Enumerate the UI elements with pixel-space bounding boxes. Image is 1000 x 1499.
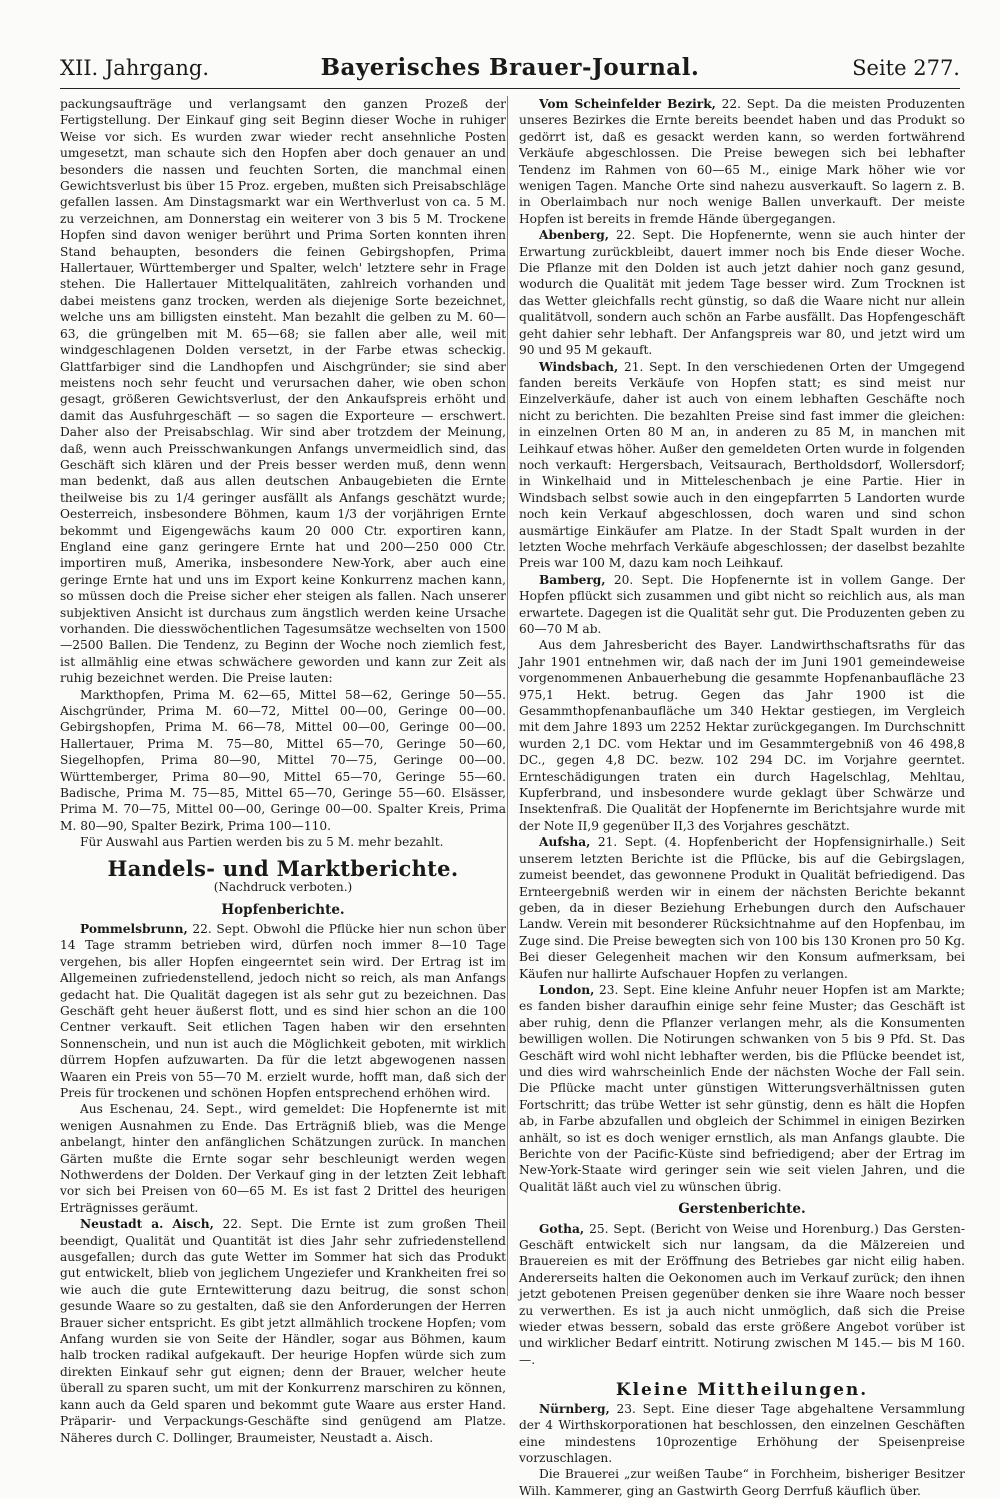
report-abenberg [519, 227, 965, 358]
report-place: London, [539, 982, 595, 997]
journal-title: Bayerisches Brauer-Journal. [320, 54, 700, 81]
report-aufsha [519, 834, 965, 982]
report-place: Bamberg, [539, 572, 606, 587]
subsection-title-hop-reports: Hopfenberichte. [221, 901, 345, 918]
report-bamberg [519, 572, 965, 638]
section-title-short-news: Kleine Mittheilungen. [615, 1380, 869, 1401]
report-annual: Aus dem Jahresbericht des Bayer. Landwirthschaftsraths für das Jahr 1901 entnehmen wir, daß nach der im Juni 1901 gemeindeweise vorgenommenen Anbauerhebung die gesammte Hopfenanbaufläche 23 975,1 Hekt. betrug. Gegen das Jahr 1900 ist die Gesammthopfenanbaufläche um 340 Hektar gestiegen, im Vergleich mit dem Jahre 1893 um 2252 Hektar zurückgegangen. Im Durchschnitt wurden 2,1 DC. vom Hektar und im Gesammtergebniß von 46 498,8 DC., gegen 4,8 DC. bezw. 102 294 DC. im Vorjahre geerntet. Ernteschädigungen traten ein durch Hagelschlag, Mehltau, Kupferbrand, und insbesondere wurde geklagt über Schwärze und Insektenfraß. Die Qualität der Hopfenernte im Berichtsjahre wurde mit der Note II,9 gegenüber II,3 des Vorjahres geschätzt. [519, 638, 965, 833]
section-title-trade-reports: Handels- und Marktberichte. [107, 855, 459, 881]
report-place: Abenberg, [539, 228, 610, 243]
left-column [60, 96, 506, 1445]
price-list: Markthopfen, Prima M. 62—65, Mittel 58—62, Geringe 50—55. Aischgründer, Prima M. 60—72, Mittel 00—00, Geringe 00—00. Gebirgshopfen, Prima M. 66—78, Mittel 00—00, Geringe 00—00. Hallertauer, Prima M. 75—80, Mittel 65—70, Geringe 50—60, Siegelhopfen, Prima 80—90, Mittel 70—75, Geringe 00—00. Württemberger, Prima 80—90, Mittel 65—70, Geringe 55—60. Badische, Prima M. 75—85, Mittel 65—70, Geringe 55—60. Elsässer, Prima M. 70—75, Mittel 00—00, Geringe 00—00. Spalter Kreis, Prima M. 80—90, Spalter Bezirk, Prima 100—110. [60, 687, 506, 833]
report-place: Gotha, [539, 1221, 585, 1236]
report-place: Aufsha, [539, 835, 591, 850]
column-divider [507, 96, 508, 1296]
report-text: 23. Sept. Eine dieser Tage abgehaltene Versammlung der 4 Wirthskorporationen hat beschlossen, den einzelnen Geschäften eine mindestens 10prozentige Erhöhung der Speisenpreise vorzuschlagen. [519, 1401, 965, 1465]
report-neustadt [60, 1216, 506, 1446]
page-header [60, 52, 960, 89]
report-windsbach [519, 359, 965, 572]
report-place: Neustadt a. Aisch, [80, 1217, 214, 1232]
report-text: 22. Sept. Die Ernte ist zum großen Theil beendigt, Qualität und Quantität ist dies Jahr sehr zufriedenstellend ausgefallen; durch das gute Wetter im Sommer hat sich das Produkt gut entwickelt, blieb von jeglichem Ungeziefer und Krankheiten frei so wie auch die gute Erntewitterung dazu beitrug, die sonst schon gesunde Waare so zu gestalten, daß sie den Anforderungen der Herren Brauer sicher entspricht. Es gibt jetzt allmählich trockene Hopfen; vom Anfang wurden sie von Seite der Händler, sogar aus Böhmen, kaum halb trocken radikal aufgekauft. Der heurige Hopfen würde sich zum direkten Einkauf sehr gut eignen; denn der Brauer, welcher heute überall zu sparen sucht, um mit der Konkurrenz marschiren zu können, kann auch da Geld sparen und bekommt gute Waare aus erster Hand. Präparir- und Verpackungs-Geschäfte sind genügend am Platze. Näheres durch C. Dollinger, Braumeister, Neustadt a. Aisch. [60, 1217, 506, 1445]
report-text: 22. Sept. Da die meisten Produzenten unseres Bezirkes die Ernte bereits beendet haben und das Produkt so gedörrt ist, daß es gesackt werden kann, so werden fortwährend Verkäufe abgeschlossen. Die Preise bewegen sich bei lebhafter Tendenz im Rahmen von 60—65 M., einige Mark höher wie vor wenigen Tagen. Manche Orte sind nahezu ausverkauft. So lagern z. B. in Oberlaimbach nur noch wenige Ballen unverkauft. Der meiste Hopfen ist bereits in fremde Hände übergegangen. [519, 97, 965, 226]
report-pommelsbrunn [60, 921, 506, 1101]
reprint-notice: (Nachdruck verboten.) [213, 880, 353, 895]
report-text: 21. Sept. (4. Hopfenbericht der Hopfensignirhalle.) Seit unserem letzten Berichte ist die Pflücke, bis auf die Gebirgslagen, zumeist beendet, das gewonnene Produkt in Qualität befriedigend. Das Ernteergebniß werden wir in einem der nächsten Berichte bekannt geben, da in dieser Beziehung Erhebungen durch den Aufschauer Landw. Verein mit besonderer Rücksichtnahme auf den Hopfenbau, im Zuge sind. Die Preise bewegten sich von 100 bis 130 Kronen pro 50 Kg. Bei dieser Gelegenheit machen wir den Konsum aufmerksam, bei Käufen nur hallirte Aufschauer Hopfen zu verlangen. [519, 835, 965, 981]
report-place: Pommelsbrunn, [80, 921, 188, 936]
report-eschenau: Aus Eschenau, 24. Sept., wird gemeldet: Die Hopfenernte ist mit wenigen Ausnahmen zu Ende. Das Erträgniß blieb, was die Menge anbelangt, hinter den anfänglichen Schätzungen zurück. In manchen Gärten mußte die Ernte sogar sehr beschleunigt werden wegen Nothwerdens der Dolden. Der Verkauf ging in der letzten Zeit lebhaft vor sich bei Preisen von 60—65 M. Es ist fast 2 Drittel des heurigen Erträgnisses geräumt. [60, 1102, 506, 1215]
report-text: 23. Sept. Eine kleine Anfuhr neuer Hopfen ist am Markte; es fanden bisher daraufhin einige sehr feine Muster; das Geschäft ist aber ruhig, denn die Pflanzer verlangen mehr, als die Konsumenten bewilligen wollen. Die Notirungen schwanken von 5 bis 9 Pfd. St. Das Geschäft wird wohl nicht lebhafter werden, bis die Pflücke beendet ist, und dies wird wahrscheinlich Ende der nächsten Woche der Fall sein. Die Pflücke macht unter günstigen Witterungsverhältnissen guten Fortschritt; das trübe Wetter ist sehr günstig, denn es hält die Hopfen ab, in Farbe abzufallen und obgleich der Schimmel in einigen Bezirken anhält, so ist es doch weniger ernstlich, als man Anfangs glaubte. Die Berichte von der Pacific-Küste sind befriedigend; aber der Ertrag im New-York-Staate wird geringer sein wie seit vielen Jahren, und die Qualität läßt auch viel zu wünschen übrig. [519, 982, 965, 1194]
report-place: Nürnberg, [539, 1401, 610, 1416]
report-text: 22. Sept. Obwohl die Pflücke hier nun schon über 14 Tage stramm betrieben wird, dürfen noch immer 8—10 Tage vergehen, bis aller Hopfen eingeerntet sein wird. Der Ertrag ist im Allgemeinen zufriedenstellend, jedoch nicht so reich, als man Anfangs gedacht hat. Die Qualität dagegen ist als sehr gut zu bezeichnen. Das Geschäft geht heuer äußerst flott, und es sind hier schon an die 100 Centner verkauft. Seit etlichen Tagen haben wir den ersehnten Sonnenschein, und nun ist auch die Möglichkeit geboten, mit wirklich dürrem Hopfen aufzuwarten. Da für die letzt abgewogenen nassen Waaren ein Preis von 55—70 M. erzielt wurde, hofft man, daß sich der Preis für trockenen und schönen Hopfen entsprechend erhöhen wird. [60, 921, 506, 1100]
report-london [519, 982, 965, 1195]
subsection-title-barley-reports: Gerstenberichte. [678, 1201, 806, 1218]
article-continuation: packungsaufträge und verlangsamt den ganzen Prozeß der Fertigstellung. Der Einkauf ging seit Beginn dieser Woche in ruhiger Weise vor sich. Es wurden zwar wieder recht ansehnliche Posten umgesetzt, man schaute sich den Hopfen aber doch genauer an und besonders die nassen und feuchten Sorten, die manchmal einen Gewichtsverlust bis über 15 Proz. ergeben, mußten sich Preisabschläge gefallen lassen. Am Dinstagsmarkt war ein Werthverlust von ca. 5 M. zu verzeichnen, am Donnerstag ein weiterer von 3 bis 5 M. Trockene Hopfen sind davon weniger berührt und Prima Sorten konnten ihren Stand behaupten, besonders die feinen Gebirgshopfen, Prima Hallertauer, Württemberger und Spalter, welch' letztere sehr in Frage stehen. Die Hallertauer Mittelqualitäten, zahlreich vorhanden und dabei meistens ganz trocken, werden als diejenige Sorte bezeichnet, welche uns am billigsten einsteht. Man bezahlt die gelben zu M. 60—63, die grüngelben mit M. 65—68; sie fallen aber alle, weil mit windgeschlagenen Dolden versetzt, in der Farbe etwas scheckig. Glattfarbiger sind die Landhopfen und Aischgründer; sie sind aber meistens noch sehr feucht und verursachen daher, wie oben schon gesagt, größeren Gewichtsverlust, der den Ankaufspreis erhöht und damit das Ausfuhrgeschäft — so sagen die Exporteure — erschwert. Daher also der Preisabschlag. Wir sind aber trotzdem der Meinung, daß, wenn auch Preisschwankungen Anfangs unvermeidlich sind, das Geschäft sich klären und der Preis besser werden muß, denn wenn man bedenkt, daß aus allen deutschen Anbaugebieten die Ernte theilweise bis zu 1/4 geringer ausfällt als Anfangs geschätzt wurde; Oesterreich, insbesondere Böhmen, kaum 1/3 der vorjährigen Ernte bekommt und Eigengewächs kaum 20 000 Ctr. exportiren kann, England eine ganz geringere Ernte hat und 200—250 000 Ctr. importiren muß, Amerika, insbesondere New-York, aber auch eine geringe Ernte hat und uns im Export keine Konkurrenz machen kann, so müssen doch die Preise sicher eher steigen als fallen. Nach unserer subjektiven Ansicht ist durchaus zum ängstlich werden keine Ursache vorhanden. Die diesswöchentlichen Tagesumsätze wechselten von 1500—2500 Ballen. Die Tendenz, zu Beginn der Woche noch ziemlich fest, ist allmählig eine etwas schwächere geworden und kann zur Zeit als ruhig bezeichnet werden. Die Preise lauten: [60, 97, 506, 686]
report-gotha [519, 1221, 965, 1369]
selection-note: Für Auswahl aus Partien werden bis zu 5 M. mehr bezahlt. [80, 835, 444, 850]
page-number: Seite 277. [852, 56, 960, 80]
report-text: 22. Sept. Die Hopfenernte, wenn sie auch hinter der Erwartung zurückbleibt, dauert immer noch bis Ende dieser Woche. Die Pflanze mit den Dolden ist auch jetzt dahier noch ganz gesund, wodurch die Qualität mit jedem Tage besser wird. Zum Trocknen ist das Wetter gleichfalls recht günstig, so daß die Waare nicht nur allein qualitätvoll, sondern auch schön an Farbe ausfällt. Das Hopfengeschäft geht dahier sehr lebhaft. Der Anfangspreis war 80, und jetzt wird um 90 und 95 M gekauft. [519, 228, 965, 358]
report-text: 21. Sept. In den verschiedenen Orten der Umgegend fanden bereits Verkäufe von Hopfen statt; es sind meist nur Einzelverkäufe, daher ist auch von einem lebhaften Geschäfte noch nicht zu berichten. Die bezahlten Preise sind fast immer die gleichen: in einzelnen Orten 80 M an, in anderen zu 85 M, in manchen mit Leihkauf etwas höher. Außer den gemeldeten Orten wurde in folgenden noch verkauft: Hergersbach, Veitsaurach, Bertholdsdorf, Wollersdorf; in Winkelhaid und in Mitteleschenbach je eine Partie. Hier in Windsbach selbst sowie auch in den eingepfarrten 5 Landorten wurde noch kein Verkauf abgeschlossen, doch waren und sind schon ausmärtige Einkäufer am Platze. In der Stadt Spalt wurden in der letzten Woche mehrfach Verkäufe abgeschlossen; der daselbst bezahlte Preis war 100 M, dazu kam noch Leihkauf. [519, 359, 965, 571]
report-place: Windsbach, [539, 359, 619, 374]
report-nuernberg [519, 1401, 965, 1467]
report-text: 20. Sept. Die Hopfenernte ist in vollem Gange. Der Hopfen pflückt sich zusammen und gibt nicht so reichlich aus, als man erwartete. Dagegen ist die Qualität sehr gut. Die Produzenten geben zu 60—70 M ab. [519, 572, 965, 636]
report-scheinfeld [519, 96, 965, 227]
report-place: Vom Scheinfelder Bezirk, [539, 97, 716, 111]
volume-label: XII. Jahrgang. [60, 56, 209, 80]
right-column [519, 96, 965, 1498]
report-text: 25. Sept. (Bericht von Weise und Horenburg.) Das Gersten-Geschäft entwickelt sich nur langsam, da die Mälzereien und Brauereien es mit der Eröffnung des Betriebes gar nicht eilig haben. Andererseits halten die Oekonomen auch im Verkauf zurück; den ihnen jetzt gebotenen Preisen gegenüber denken sie ihre Waare noch besser zu verwerthen. Es ist ja auch nicht unmöglich, daß sich die Preise wieder etwas bessern, sobald das erste größere Angebot vorüber ist und wirklicher Bedarf eintritt. Notirung zwischen M 145.— bis M 160.—. [519, 1221, 965, 1367]
report-forchheim: Die Brauerei „zur weißen Taube“ in Forchheim, bisheriger Besitzer Wilh. Kammerer, ging an Gastwirth Georg Derrfuß käuflich über. [519, 1467, 965, 1498]
